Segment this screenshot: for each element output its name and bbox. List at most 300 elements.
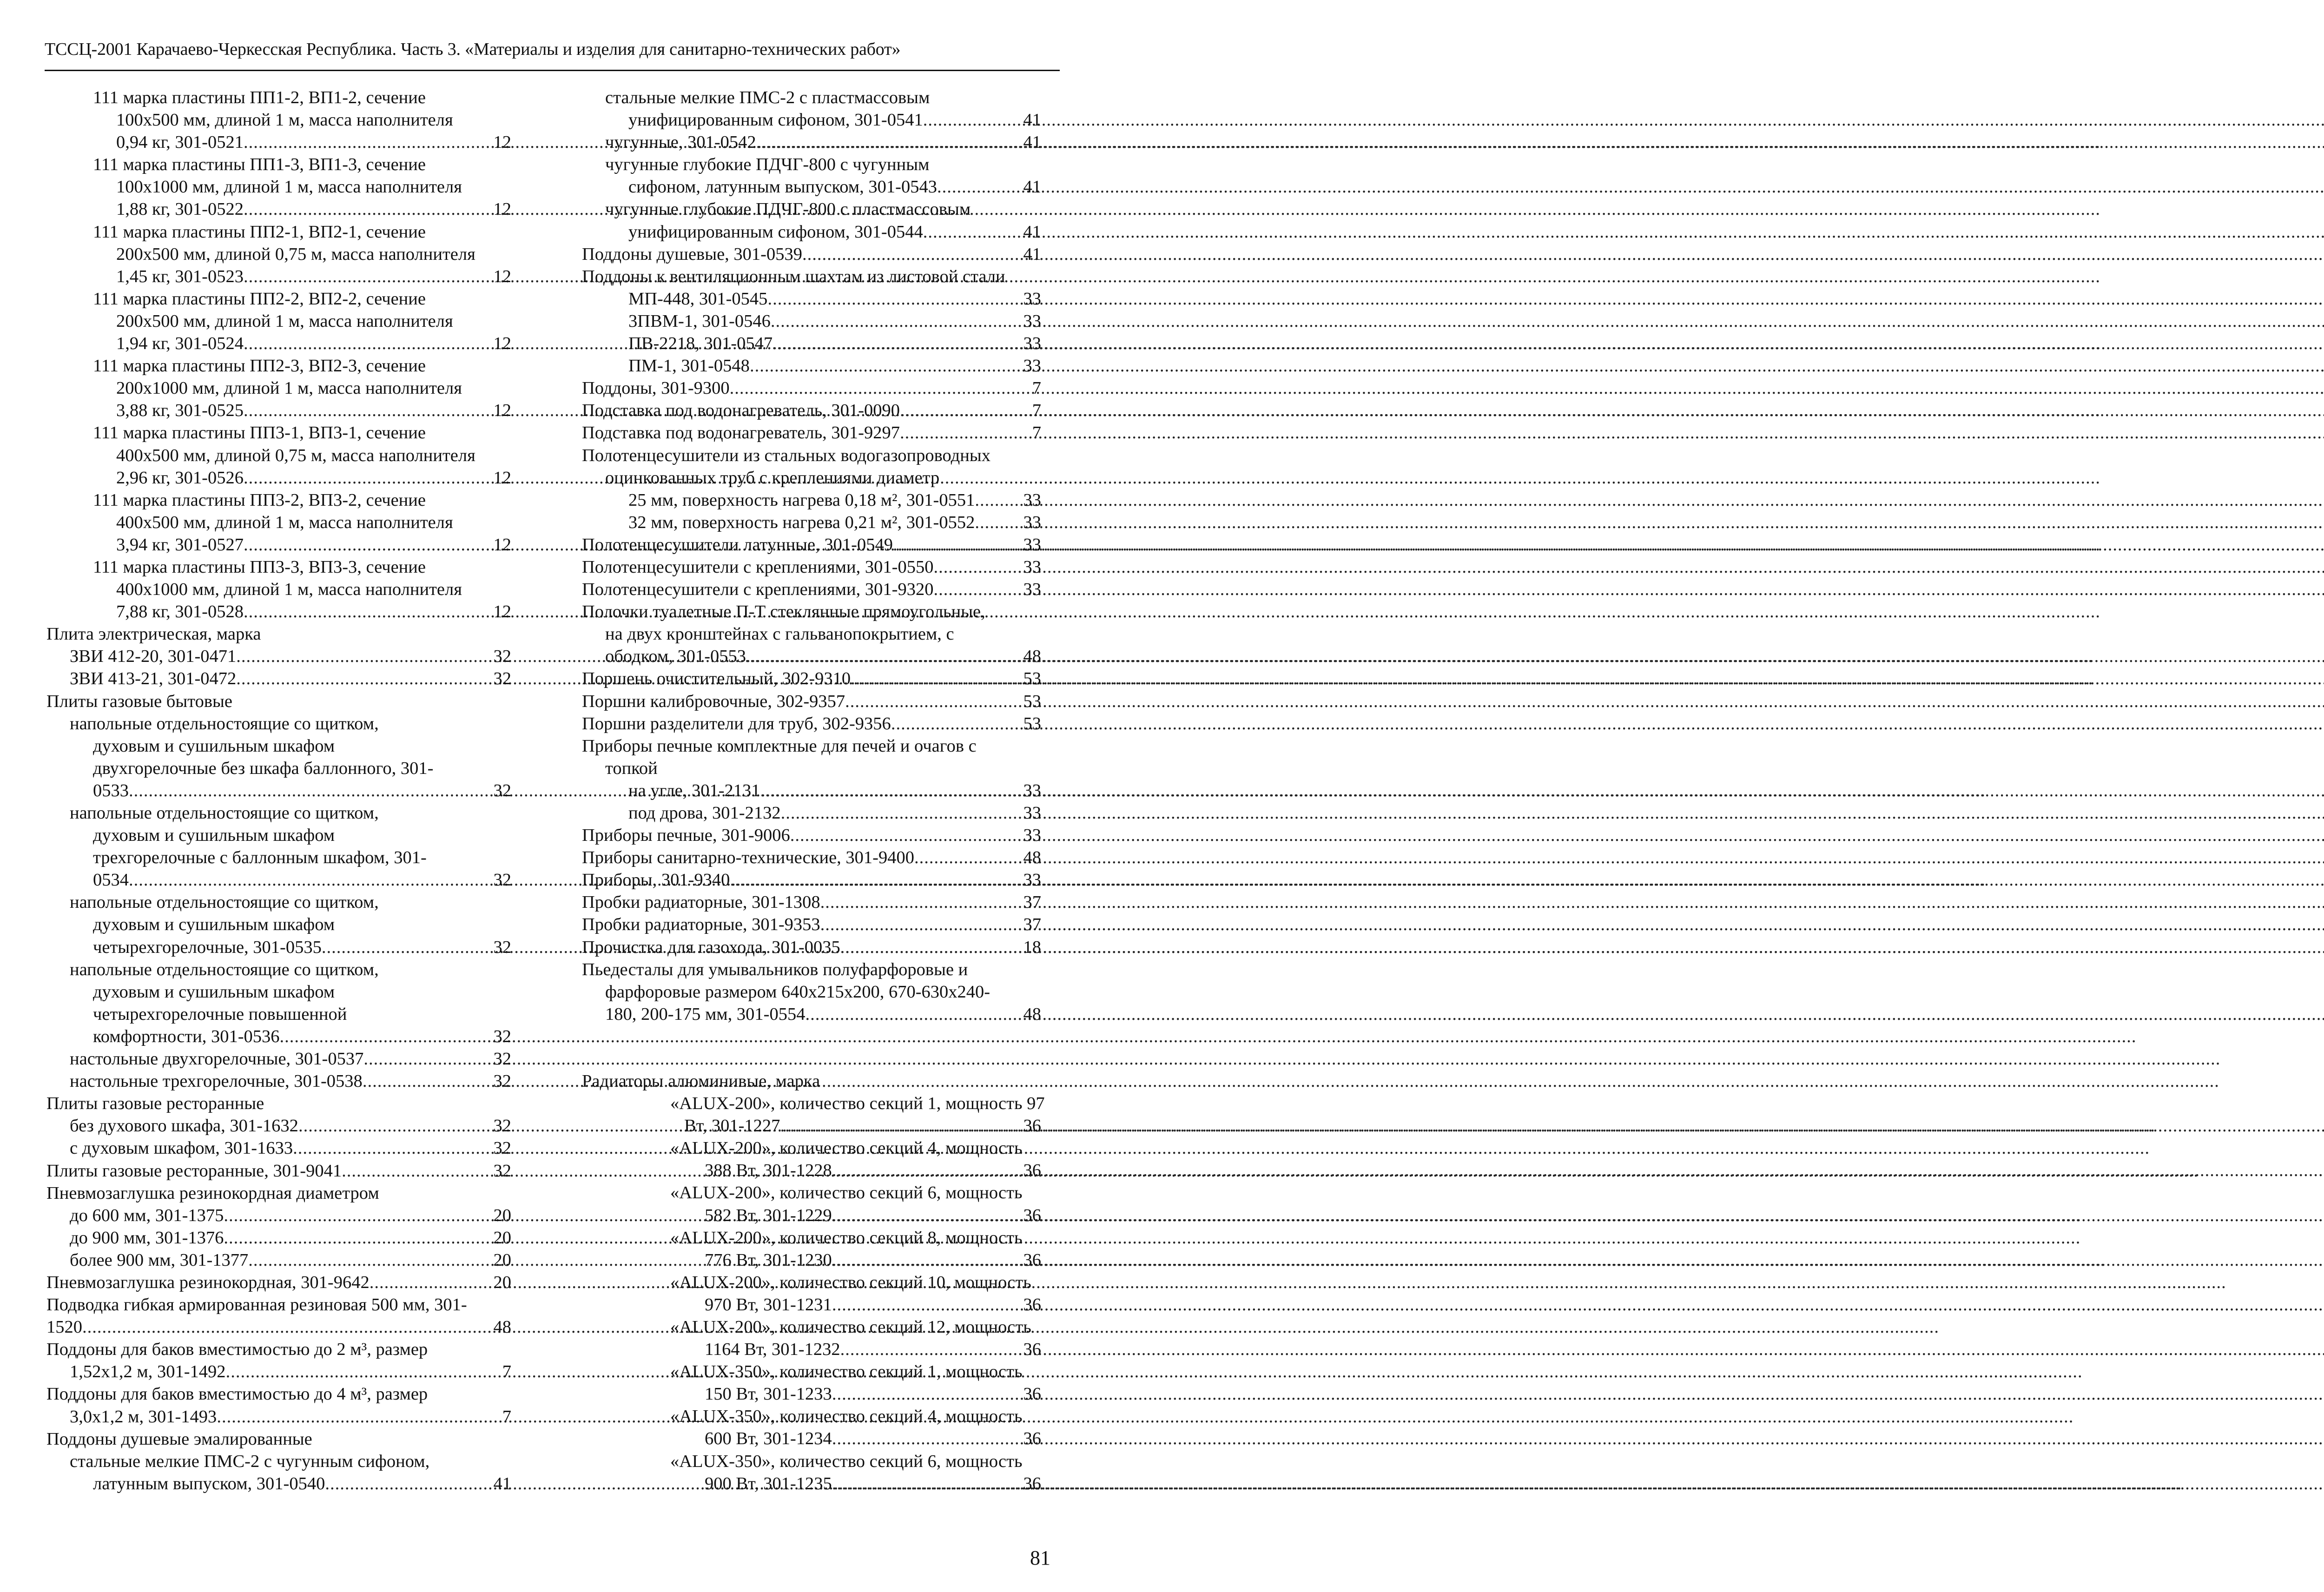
index-entry-line bbox=[582, 1316, 1041, 1338]
index-page-ref: 32 bbox=[493, 1116, 511, 1136]
index-entry-text: Подставка под водонагреватель, 301-0090 bbox=[582, 401, 900, 421]
index-entry-text: двухгорелочные без шкафа баллонного, 301- bbox=[93, 758, 434, 778]
dot-leader bbox=[226, 1361, 502, 1383]
index-entry-line bbox=[46, 958, 511, 981]
index-entry-text: Приборы печные, 301-9006 bbox=[582, 826, 790, 846]
index-page-ref: 32 bbox=[493, 1049, 511, 1069]
index-entry-line bbox=[582, 601, 1041, 623]
index-entry-text: Поршни калибровочные, 302-9357 bbox=[582, 691, 845, 711]
index-entry-line bbox=[46, 779, 511, 802]
dot-leader bbox=[730, 377, 1031, 399]
dot-leader bbox=[923, 109, 1023, 131]
index-page-ref: 33 bbox=[1023, 490, 1041, 510]
index-entry-line bbox=[46, 1160, 511, 1182]
index-entry-text: 200х1000 мм, длиной 1 м, масса наполнителя bbox=[116, 378, 462, 398]
index-entry-line bbox=[582, 444, 1041, 467]
index-entry-text: духовым и сушильным шкафом bbox=[93, 915, 335, 935]
index-entry-line bbox=[582, 131, 1041, 153]
index-entry-text: «ALUX-200», количество секций 1, мощность 97 bbox=[670, 1094, 1045, 1114]
index-entry-text: 900 Вт, 301-1235 bbox=[705, 1473, 832, 1493]
index-entry-text: настольные трехгорелочные, 301-0538 bbox=[70, 1071, 363, 1091]
dot-leader bbox=[244, 332, 493, 355]
index-entry-text: стальные мелкие ПМС-2 с чугунным сифоном, bbox=[70, 1451, 430, 1471]
index-entry-text: под дрова, 301-2132 bbox=[628, 803, 781, 823]
index-page-ref: 48 bbox=[493, 1317, 511, 1337]
dot-leader bbox=[244, 467, 493, 489]
index-page-ref: 37 bbox=[1023, 892, 1041, 912]
index-entry-line bbox=[46, 1406, 511, 1428]
index-entry-line bbox=[46, 1271, 511, 1294]
index-entry-text: напольные отдельностоящие со щитком, bbox=[70, 803, 379, 823]
index-page-ref: 41 bbox=[1023, 177, 1041, 197]
index-entry-line bbox=[582, 623, 1041, 645]
index-entry-text: 3,88 кг, 301-0525 bbox=[116, 401, 244, 421]
index-entry-line bbox=[46, 1361, 511, 1383]
index-entry-text: 111 марка пластины ПП2-2, ВП2-2, сечение bbox=[93, 289, 426, 309]
index-entry-text: Плита электрическая, марка bbox=[46, 624, 261, 644]
dot-leader bbox=[244, 265, 493, 288]
index-page-ref: 12 bbox=[493, 334, 511, 354]
index-page-ref: 48 bbox=[1023, 1004, 1041, 1024]
index-entry-line bbox=[46, 802, 511, 824]
index-page-ref: 7 bbox=[1032, 423, 1041, 443]
dot-leader bbox=[780, 1115, 1022, 1137]
index-entry-line bbox=[582, 757, 1041, 779]
index-entry-text: ЗВИ 413-21, 301-0472 bbox=[70, 669, 237, 689]
index-entry-text: до 600 мм, 301-1375 bbox=[70, 1205, 224, 1225]
index-entry-line bbox=[582, 1070, 1041, 1092]
dot-leader bbox=[771, 310, 1023, 332]
dot-leader bbox=[832, 1473, 1023, 1495]
index-entry-text: духовым и сушильным шкафом bbox=[93, 736, 335, 756]
index-entry-text: 3,94 кг, 301-0527 bbox=[116, 535, 244, 555]
index-entry-line bbox=[582, 1383, 1041, 1405]
index-entry-text: «ALUX-200», количество секций 12, мощность bbox=[670, 1317, 1031, 1337]
index-entry-text: 100х500 мм, длиной 1 м, масса наполнителя bbox=[116, 110, 453, 130]
index-entry-line bbox=[46, 86, 511, 109]
header-rule bbox=[45, 70, 1060, 71]
index-entry-line bbox=[582, 802, 1041, 824]
index-entry-text: настольные двухгорелочные, 301-0537 bbox=[70, 1049, 364, 1069]
dot-leader bbox=[820, 891, 1023, 913]
dot-leader bbox=[129, 779, 493, 802]
dot-leader bbox=[746, 645, 1022, 667]
index-entry-line bbox=[582, 489, 1041, 511]
index-page-ref: 36 bbox=[1023, 1429, 1041, 1449]
index-entry-line bbox=[582, 1294, 1041, 1316]
index-entry-line bbox=[46, 153, 511, 176]
index-entry-line bbox=[46, 221, 511, 243]
index-entry-text: 970 Вт, 301-1231 bbox=[705, 1295, 832, 1315]
index-entry-line bbox=[582, 578, 1041, 601]
index-entry-text: Прочистка для газохода, 301-0035 bbox=[582, 937, 840, 957]
index-page-ref: 41 bbox=[1023, 110, 1041, 130]
index-entry-line bbox=[582, 221, 1041, 243]
dot-leader bbox=[236, 645, 492, 667]
index-entry-line bbox=[582, 1003, 1041, 1025]
index-page-ref: 33 bbox=[1023, 826, 1041, 846]
index-entry-text: Приборы печные комплектные для печей и очагов с bbox=[582, 736, 977, 756]
index-entry-line bbox=[582, 779, 1041, 802]
dot-leader bbox=[832, 1294, 1023, 1316]
index-page-ref: 7 bbox=[502, 1407, 511, 1427]
index-entry-line bbox=[46, 601, 511, 623]
index-entry-text: с духовым шкафом, 301-1633 bbox=[70, 1138, 293, 1158]
index-page-ref: 36 bbox=[1023, 1340, 1041, 1360]
index-page-ref: 32 bbox=[493, 647, 511, 667]
index-entry-text: топкой bbox=[605, 758, 658, 778]
index-page-ref: 32 bbox=[493, 780, 511, 800]
index-page-ref: 12 bbox=[493, 266, 511, 286]
index-entry-text: 1520 bbox=[46, 1317, 82, 1337]
dot-leader bbox=[760, 779, 1023, 802]
index-page-ref: 33 bbox=[1023, 289, 1041, 309]
index-page-ref: 41 bbox=[1023, 132, 1041, 152]
index-page-ref: 36 bbox=[1023, 1250, 1041, 1270]
index-entry-line bbox=[46, 891, 511, 913]
dot-leader bbox=[244, 198, 493, 220]
index-page-ref: 32 bbox=[493, 937, 511, 957]
dot-leader bbox=[832, 1249, 1023, 1271]
index-page-ref: 20 bbox=[493, 1250, 511, 1270]
index-entry-line bbox=[46, 1338, 511, 1361]
index-entry-text: Подводка гибкая армированная резиновая 500 мм, 301- bbox=[46, 1295, 467, 1315]
index-entry-line bbox=[46, 735, 511, 757]
index-entry-line bbox=[582, 645, 1041, 667]
index-entry-text: «ALUX-350», количество секций 4, мощность bbox=[670, 1407, 1023, 1427]
index-page-ref: 53 bbox=[1023, 713, 1041, 733]
index-entry-text: 7,88 кг, 301-0528 bbox=[116, 602, 244, 622]
index-page-ref: 12 bbox=[493, 401, 511, 421]
index-entry-line bbox=[582, 981, 1041, 1003]
index-entry-line bbox=[582, 1271, 1041, 1294]
index-entry-text: напольные отдельностоящие со щитком, bbox=[70, 959, 379, 979]
index-entry-text: ПМ-1, 301-0548 bbox=[628, 356, 750, 376]
index-page-ref: 36 bbox=[1023, 1116, 1041, 1136]
index-entry-line bbox=[582, 1450, 1041, 1473]
index-page-ref: 53 bbox=[1023, 669, 1041, 689]
dot-leader bbox=[975, 511, 1022, 534]
index-entry-line bbox=[46, 288, 511, 310]
index-entry-text: духовым и сушильным шкафом bbox=[93, 826, 335, 846]
index-entry-text: Плиты газовые ресторанные, 301-9041 bbox=[46, 1161, 342, 1181]
dot-leader bbox=[840, 936, 1023, 958]
index-entry-line bbox=[46, 1048, 511, 1070]
index-entry-text: 3,0х1,2 м, 301-1493 bbox=[70, 1407, 217, 1427]
dot-leader bbox=[790, 824, 1023, 846]
index-entry-line bbox=[46, 534, 511, 556]
index-entry-line bbox=[582, 310, 1041, 332]
index-entry-text: 25 мм, поверхность нагрева 0,18 м², 301-0551 bbox=[628, 490, 975, 510]
index-entry-line bbox=[46, 645, 511, 667]
dot-leader bbox=[129, 869, 493, 891]
index-page-ref: 18 bbox=[1023, 937, 1041, 957]
index-entry-text: до 900 мм, 301-1376 bbox=[70, 1228, 224, 1248]
index-entry-line bbox=[46, 332, 511, 355]
index-entry-line bbox=[46, 1025, 511, 1048]
index-entry-text: 1,94 кг, 301-0524 bbox=[116, 334, 244, 354]
index-entry-line bbox=[582, 1115, 1041, 1137]
index-entry-line bbox=[46, 1137, 511, 1159]
index-page-ref: 36 bbox=[1023, 1473, 1041, 1493]
index-entry-text: 200х500 мм, длиной 0,75 м, масса наполнителя bbox=[116, 244, 475, 264]
index-entry-line bbox=[46, 265, 511, 288]
index-page-ref: 7 bbox=[502, 1362, 511, 1382]
index-entry-line bbox=[46, 667, 511, 690]
dot-leader bbox=[244, 534, 493, 556]
index-entry-line bbox=[582, 891, 1041, 913]
index-page-ref: 33 bbox=[1023, 780, 1041, 800]
index-entry-text: 2,96 кг, 301-0526 bbox=[116, 468, 244, 488]
index-entry-line bbox=[582, 667, 1041, 690]
index-entry-line bbox=[582, 958, 1041, 981]
index-page-ref: 36 bbox=[1023, 1384, 1041, 1404]
index-entry-text: 1,45 кг, 301-0523 bbox=[116, 266, 244, 286]
index-entry-line bbox=[46, 1204, 511, 1227]
dot-leader bbox=[933, 556, 1022, 578]
index-entry-text: 1,88 кг, 301-0522 bbox=[116, 199, 244, 219]
index-page-ref: 53 bbox=[1023, 691, 1041, 711]
index-entry-text: 180, 200-175 мм, 301-0554 bbox=[605, 1004, 805, 1024]
index-page-ref: 32 bbox=[493, 1071, 511, 1091]
index-entry-line bbox=[46, 1182, 511, 1204]
index-page-ref: 33 bbox=[1023, 580, 1041, 600]
index-entry-text: «ALUX-200», количество секций 8, мощность bbox=[670, 1228, 1023, 1248]
dot-leader bbox=[322, 936, 493, 958]
index-entry-text: более 900 мм, 301-1377 bbox=[70, 1250, 249, 1270]
index-entry-line bbox=[46, 623, 511, 645]
index-entry-text: 111 марка пластины ПП3-2, ВП3-2, сечение bbox=[93, 490, 426, 510]
index-entry-text: 582 Вт, 301-1229 bbox=[705, 1205, 832, 1225]
index-entry-line bbox=[582, 265, 1041, 288]
dot-leader bbox=[781, 802, 1023, 824]
index-page-ref: 20 bbox=[493, 1205, 511, 1225]
index-entry-text: Вт, 301-1227 bbox=[684, 1116, 780, 1136]
index-entry-line bbox=[582, 556, 1041, 578]
dot-leader bbox=[342, 1160, 492, 1182]
index-entry-text: «ALUX-200», количество секций 6, мощность bbox=[670, 1183, 1023, 1203]
index-entry-line bbox=[46, 1316, 511, 1338]
index-entry-line bbox=[46, 243, 511, 265]
index-entry-line bbox=[582, 1182, 1041, 1204]
index-entry-text: 111 марка пластины ПП3-3, ВП3-3, сечение bbox=[93, 557, 426, 577]
dot-leader bbox=[845, 690, 1022, 713]
index-entry-text: Поршень очистительный, 302-9310 bbox=[582, 669, 851, 689]
index-entry-line bbox=[46, 1227, 511, 1249]
index-entry-line bbox=[582, 936, 1041, 958]
index-page-ref: 7 bbox=[1032, 401, 1041, 421]
index-entry-line bbox=[46, 869, 511, 891]
index-entry-text: 400х500 мм, длиной 0,75 м, масса наполнителя bbox=[116, 445, 475, 465]
index-entry-text: оцинкованных труб с креплениями диаметр bbox=[605, 468, 940, 488]
index-entry-text: Подставка под водонагреватель, 301-9297 bbox=[582, 423, 900, 443]
index-entry-text: Полотенцесушители с креплениями, 301-0550 bbox=[582, 557, 934, 577]
index-entry-line bbox=[46, 936, 511, 958]
index-entry-line bbox=[582, 243, 1041, 265]
index-entry-text: на угле, 301-2131 bbox=[628, 780, 760, 800]
index-entry-line bbox=[582, 332, 1041, 355]
index-entry-text: 32 мм, поверхность нагрева 0,21 м², 301-0552 bbox=[628, 512, 975, 532]
index-entry-text: Поршни разделители для труб, 302-9356 bbox=[582, 713, 891, 733]
index-page-ref: 12 bbox=[493, 132, 511, 152]
index-entry-line bbox=[46, 198, 511, 220]
index-entry-line bbox=[582, 198, 1041, 220]
index-entry-text: 1164 Вт, 301-1232 bbox=[705, 1340, 840, 1360]
index-entry-text: 776 Вт, 301-1230 bbox=[705, 1250, 832, 1270]
index-page-ref: 12 bbox=[493, 602, 511, 622]
page-header: ТССЦ-2001 Карачаево-Черкесская Республика. Часть 3. «Материалы и изделия для санитарно-технических работ» bbox=[45, 40, 901, 59]
index-page-ref: 36 bbox=[1023, 1295, 1041, 1315]
index-entry-text: трехгорелочные с баллонным шкафом, 301- bbox=[93, 848, 427, 868]
index-entry-text: Полотенцесушители из стальных водогазопроводных bbox=[582, 445, 990, 465]
dot-leader bbox=[832, 1204, 1023, 1227]
index-entry-line bbox=[46, 511, 511, 534]
index-entry-text: фарфоровые размером 640х215х200, 670-630х240- bbox=[605, 982, 990, 1002]
index-entry-text: Поддоны к вентиляционным шахтам из листовой стали bbox=[582, 266, 1005, 286]
index-entry-line bbox=[46, 757, 511, 779]
index-entry-line bbox=[46, 1092, 511, 1115]
dot-leader bbox=[236, 667, 492, 690]
index-entry-text: 0533 bbox=[93, 780, 129, 800]
index-entry-line bbox=[46, 1003, 511, 1025]
dot-leader bbox=[756, 131, 1023, 153]
index-page-ref: 33 bbox=[1023, 334, 1041, 354]
index-entry-text: унифицированным сифоном, 301-0544 bbox=[628, 222, 923, 242]
index-entry-line bbox=[582, 913, 1041, 936]
index-entry-line bbox=[582, 869, 1041, 891]
index-entry-line bbox=[46, 1070, 511, 1092]
index-entry-line bbox=[582, 1159, 1041, 1182]
index-entry-line bbox=[582, 1204, 1041, 1227]
index-entry-text: «ALUX-350», количество секций 6, мощность bbox=[670, 1451, 1023, 1471]
index-entry-line bbox=[582, 1405, 1041, 1427]
index-entry-text: Полотенцесушители с креплениями, 301-9320 bbox=[582, 580, 934, 600]
index-page-ref: 33 bbox=[1023, 535, 1041, 555]
dot-leader bbox=[914, 846, 1023, 869]
dot-leader bbox=[224, 1204, 492, 1227]
dot-leader bbox=[325, 1473, 492, 1495]
index-page-ref: 36 bbox=[1023, 1161, 1041, 1181]
index-page-ref: 20 bbox=[493, 1228, 511, 1248]
dot-leader bbox=[832, 1383, 1023, 1405]
index-page-ref: 33 bbox=[1023, 870, 1041, 890]
index-entry-text: ободком, 301-0553 bbox=[605, 647, 746, 667]
index-entry-text: 400х500 мм, длиной 1 м, масса наполнителя bbox=[116, 512, 453, 532]
index-entry-line bbox=[46, 846, 511, 869]
index-entry-text: духовым и сушильным шкафом bbox=[93, 982, 335, 1002]
index-entry-text: ЗВИ 412-20, 301-0471 bbox=[70, 647, 237, 667]
index-entry-text: стальные мелкие ПМС-2 с пластмассовым bbox=[605, 88, 930, 107]
index-entry-text: латунным выпуском, 301-0540 bbox=[93, 1473, 325, 1493]
index-spacer bbox=[582, 1048, 1041, 1070]
index-entry-text: МП-448, 301-0545 bbox=[628, 289, 768, 309]
index-entry-line bbox=[582, 1473, 1041, 1495]
index-page-ref: 12 bbox=[493, 199, 511, 219]
dot-leader bbox=[750, 355, 1023, 377]
index-page-ref: 20 bbox=[493, 1272, 511, 1292]
dot-leader bbox=[851, 667, 1022, 690]
index-entry-text: 200х500 мм, длиной 1 м, масса наполнителя bbox=[116, 311, 453, 331]
index-entry-line bbox=[582, 176, 1041, 198]
index-entry-line bbox=[46, 1294, 511, 1316]
dot-leader bbox=[893, 534, 1023, 556]
index-entry-line bbox=[46, 1383, 511, 1405]
dot-leader bbox=[891, 713, 1023, 735]
index-entry-line bbox=[46, 1249, 511, 1271]
index-entry-line bbox=[582, 1361, 1041, 1383]
index-entry-text: «ALUX-200», количество секций 4, мощность bbox=[670, 1138, 1023, 1158]
index-page-ref: 12 bbox=[493, 468, 511, 488]
index-entry-text: Пьедесталы для умывальников полуфарфоровые и bbox=[582, 959, 968, 979]
index-entry-text: комфортности, 301-0536 bbox=[93, 1026, 280, 1046]
index-entry-text: Полотенцесушители латунные, 301-0549 bbox=[582, 535, 893, 555]
index-entry-line bbox=[582, 399, 1041, 422]
index-entry-text: Плиты газовые бытовые bbox=[46, 691, 232, 711]
index-entry-text: «ALUX-200», количество секций 10, мощность bbox=[670, 1272, 1031, 1292]
index-entry-line bbox=[46, 422, 511, 444]
index-entry-line bbox=[582, 1092, 1045, 1115]
index-entry-text: 150 Вт, 301-1233 bbox=[705, 1384, 832, 1404]
index-entry-text: Полочки туалетные П-Т стеклянные прямоугольные, bbox=[582, 602, 985, 622]
index-entry-line bbox=[46, 556, 511, 578]
index-entry-text: сифоном, латунным выпуском, 301-0543 bbox=[628, 177, 937, 197]
index-entry-text: напольные отдельностоящие со щитком, bbox=[70, 713, 379, 733]
index-entry-line bbox=[46, 981, 511, 1003]
index-entry-line bbox=[46, 489, 511, 511]
index-entry-text: на двух кронштейнах с гальванопокрытием, с bbox=[605, 624, 954, 644]
index-entry-line bbox=[582, 1227, 1041, 1249]
index-entry-line bbox=[46, 176, 511, 198]
index-page-ref: 33 bbox=[1023, 512, 1041, 532]
index-page-ref: 33 bbox=[1023, 311, 1041, 331]
dot-leader bbox=[730, 869, 1022, 891]
dot-leader bbox=[832, 1159, 1023, 1182]
dot-leader bbox=[937, 176, 1023, 198]
index-entry-line bbox=[46, 355, 511, 377]
index-entry-line bbox=[46, 377, 511, 399]
dot-leader bbox=[363, 1048, 492, 1070]
index-entry-text: 388 Вт, 301-1228 bbox=[705, 1161, 832, 1181]
index-page-ref: 32 bbox=[493, 870, 511, 890]
index-entry-text: 111 марка пластины ПП3-1, ВП3-1, сечение bbox=[93, 423, 426, 443]
index-entry-text: Поддоны для баков вместимостью до 2 м³, размер bbox=[46, 1340, 428, 1360]
index-entry-line bbox=[582, 824, 1041, 846]
dot-leader bbox=[217, 1406, 501, 1428]
index-entry-line bbox=[46, 109, 511, 131]
index-entry-line bbox=[582, 422, 1041, 444]
index-entry-line bbox=[582, 511, 1041, 534]
index-entry-text: 0534 bbox=[93, 870, 129, 890]
index-page-ref: 37 bbox=[1023, 915, 1041, 935]
index-entry-text: Приборы, 301-9340 bbox=[582, 870, 730, 890]
dot-leader bbox=[244, 131, 493, 153]
index-entry-line bbox=[582, 534, 1041, 556]
index-entry-text: Пневмозаглушка резинокордная, 301-9642 bbox=[46, 1272, 370, 1292]
index-page-ref: 33 bbox=[1023, 557, 1041, 577]
dot-leader bbox=[933, 578, 1022, 601]
index-page-ref: 41 bbox=[1023, 222, 1041, 242]
index-entry-text: Пробки радиаторные, 301-9353 bbox=[582, 915, 820, 935]
dot-leader bbox=[805, 1003, 1023, 1025]
dot-leader bbox=[293, 1137, 492, 1159]
index-entry-line bbox=[46, 1115, 511, 1137]
index-entry-text: 100х1000 мм, длиной 1 м, масса наполнителя bbox=[116, 177, 462, 197]
index-column-right bbox=[582, 86, 1045, 1495]
dot-leader bbox=[802, 243, 1023, 265]
index-entry-text: Поддоны, 301-9300 bbox=[582, 378, 730, 398]
dot-leader bbox=[820, 913, 1023, 936]
dot-leader bbox=[280, 1025, 493, 1048]
